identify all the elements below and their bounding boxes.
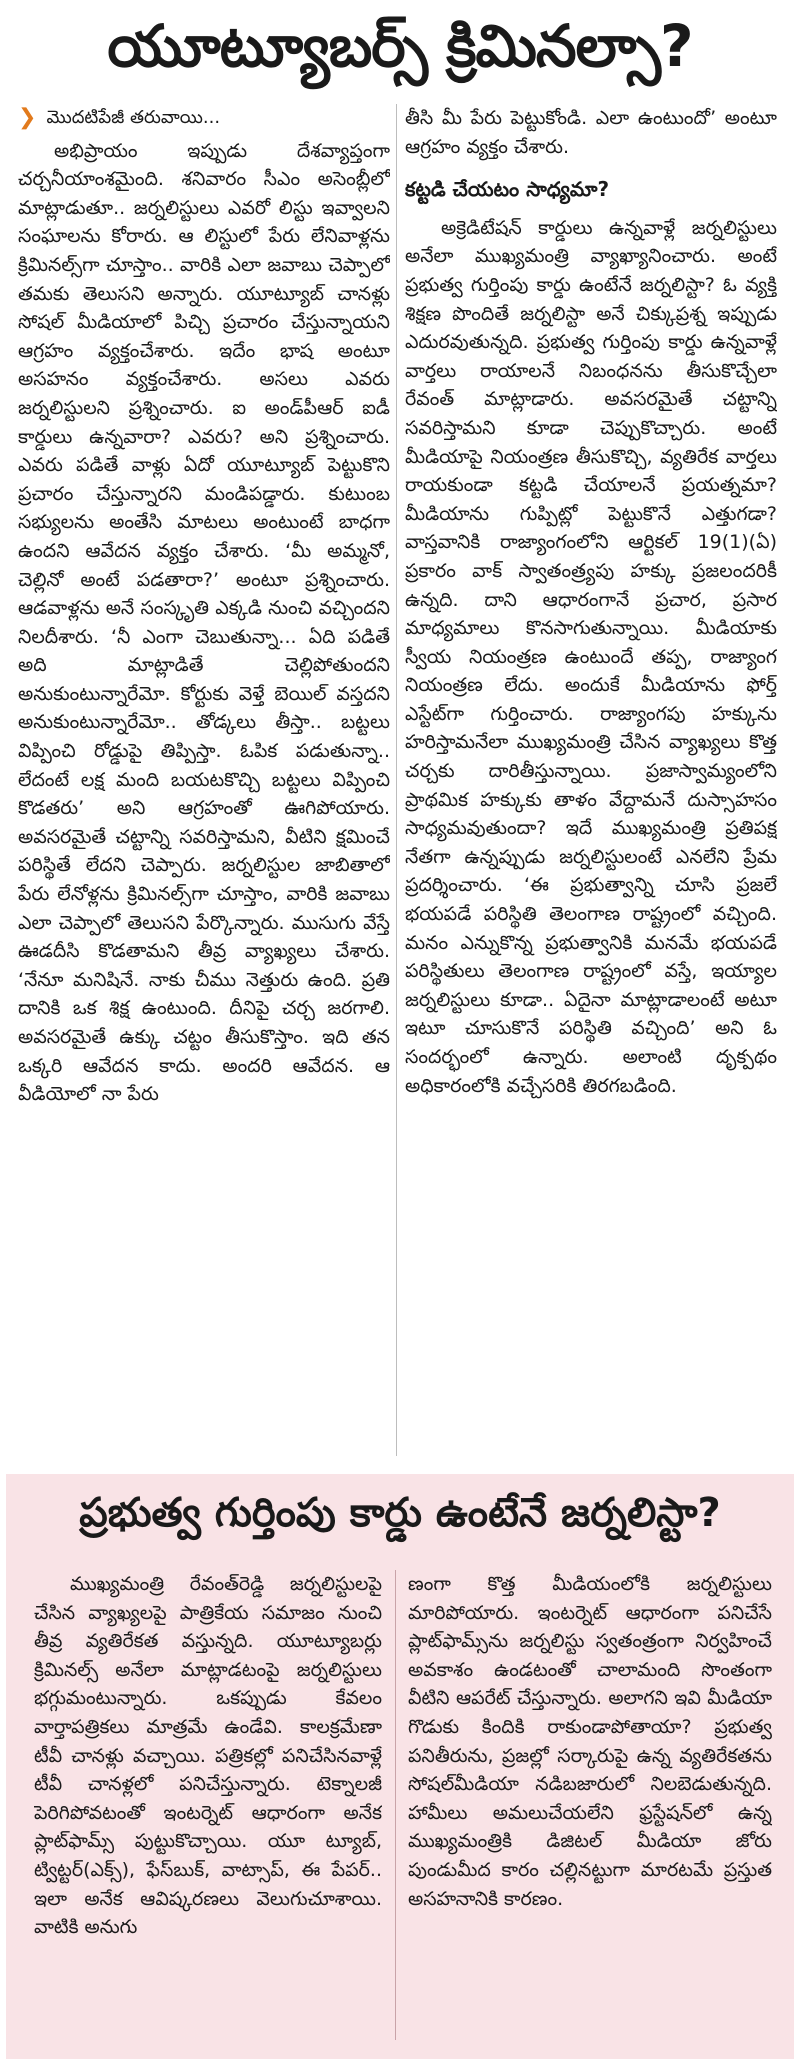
box-column-divider (395, 1570, 396, 2040)
box-paragraph-continued: ణంగా కొత్త మీడియంలోకి జర్నలిస్టులు మారిపోయారు. ఇంటర్నెట్ ఆధారంగా పనిచేసే ప్లాట్‌ఫామ్స్‌ను జర్నలిస్టు స్వతంత్రంగా నిర్వహించే అవకాశం ఉండటంతో చాలామంది సొంతంగా వీటిని ఆపరేట్ చేస్తున్నారు. అలాగని ఇవి మీడియా గొడుకు కిందికి రాకుండాపోతాయా? ప్రభుత్వ పనితీరును, ప్రజల్లో సర్కారుపై ఉన్న వ్యతిరేకతను సోషల్‌మీడియా నడిబజారులో నిలబెడుతున్నది. హామీలు అమలుచేయలేని ఫ్రస్టేషన్‌లో ఉన్న ముఖ్యమంత్రికి డిజిటల్ మీడియా జోరు పుండుమీద కారం చల్లినట్టుగా మారటమే ప్రస్తుత అసహనానికి కారణం. (408, 1573, 772, 1910)
box-paragraph: ముఖ్యమంత్రి రేవంత్‌రెడ్డి జర్నలిస్టులపై చేసిన వ్యాఖ్యలపై పాత్రికేయ సమాజం నుంచి తీవ్ర వ్యతిరేకత వస్తున్నది. యూట్యూబర్లు క్రిమినల్స్ అనేలా మాట్లాడటంపై జర్నలిస్టులు భగ్గుమంటున్నారు. ఒకప్పుడు కేవలం వార్తాపత్రికలు మాత్రమే ఉండేవి. కాలక్రమేణా టీవీ చానళ్లు వచ్చాయి. పత్రికల్లో పనిచేసినవాళ్లే టీవీ చానళ్లలో పనిచేస్తున్నారు. టెక్నాలజీ పెరిగిపోవటంతో ఇంటర్నెట్ ఆధారంగా అనేక ప్లాట్‌ఫామ్స్ పుట్టుకొచ్చాయి. యూ ట్యూబ్, ట్విట్టర్(ఎక్స్), ఫేస్‌బుక్, వాట్సాప్, ఈ పేపర్.. ఇలా అనేక ఆవిష్కరణలు వెలుగుచూశాయి. వాటికి అనుగు (34, 1573, 382, 1939)
box-column-1 (34, 1570, 382, 2059)
column-divider (396, 104, 397, 1456)
main-headline: యూట్యూబర్స్ క్రిమినల్సా? (107, 12, 693, 80)
continued-marker (18, 104, 390, 133)
arrow-right-icon: ❯ (18, 105, 37, 130)
sidebar-box (6, 1474, 794, 2059)
article-paragraph: అభిప్రాయం ఇప్పుడు దేశవ్యాప్తంగా చర్చనీయాంశమైంది. శనివారం సీఎం అసెంబ్లీలో మాట్లాడుతూ.. జర్నలిస్టులు ఎవరో లిస్టు ఇవ్వాలని సంఘాలను కోరారు. ఆ లిస్టులో పేరు లేనివాళ్లను క్రిమినల్స్‌గా చూస్తాం.. వారికి ఎలా జవాబు చెప్పాలో తమకు తెలుసని అన్నారు. యూట్యూబ్ చానళ్లు సోషల్ మీడియాలో పిచ్చి ప్రచారం చేస్తున్నాయని ఆగ్రహం వ్యక్తంచేశారు. ఇదేం భాష అంటూ అసహనం వ్యక్తంచేశారు. అసలు ఎవరు జర్నలిస్టులని ప్రశ్నించారు. ఐ అండ్‌పీఆర్ ఐడీ కార్డులు ఉన్నవారా? ఎవరు? అని ప్రశ్నించారు. ఎవరు పడితే వాళ్లు ఏదో యూట్యూబ్ పెట్టుకొని ప్రచారం చేస్తున్నారని మండిపడ్డారు. కుటుంబ సభ్యులను అంతేసి మాటలు అంటుంటే బాధగా ఉందని ఆవేదన వ్యక్తం చేశారు. ‘మీ అమ్మనో, చెల్లినో అంటే పడతారా?’ అంటూ ప్రశ్నించారు. ఆడవాళ్లను అనే సంస్కృతి ఎక్కడి నుంచి వచ్చిందని నిలదీశారు. ‘నీ ఎంగా చెబుతున్నా... ఏది పడితే అది మాట్లాడితే చెల్లిపోతుందని అనుకుంటున్నారేమో. కోర్టుకు వెళ్తే బెయిల్ వస్తదని అనుకుంటున్నారేమో.. తోడ్కలు తీస్తా.. బట్టలు విప్పించి రోడ్డుపై తిప్పిస్తా. ఓపిక పడుతున్నా.. లేదంటే లక్ష మంది బయటకొచ్చి బట్టలు విప్పించి కొడతరు’ అని ఆగ్రహంతో ఊగిపోయారు. అవసరమైతే చట్టాన్ని సవరిస్తామని, వీటిని క్షమించే పరిస్థితే లేదని చెప్పారు. జర్నలిస్టుల జాబితాలో పేరు లేనోళ్లను క్రిమినల్స్‌గా చూస్తాం, వారికి జవాబు ఎలా చెప్పాలో తెలుసని పేర్కొన్నారు. ముసుగు వేస్తే ఊడదీసి కొడతామని తీవ్ర వ్యాఖ్యలు చేశారు. ‘నేనూ మనిషినే. నాకు చీము నెత్తురు ఉంది. ప్రతి దానికి ఒక శిక్ష ఉంటుంది. దీనిపై చర్చ జరగాలి. అవసరమైతే ఉక్కు చట్టం తీసుకొస్తాం. ఇది తన ఒక్కరి ఆవేదన కాదు. అందరి ఆవేదన. ఆ వీడియోలో నా పేరు (18, 139, 390, 1106)
box-column-2 (408, 1570, 772, 2059)
box-headline: ప్రభుత్వ గుర్తింపు కార్డు ఉంటేనే జర్నలిస్టా? (79, 1490, 721, 1536)
article-paragraph: అక్రెడిటేషన్ కార్డులు ఉన్నవాళ్లే జర్నలిస్టులు అనేలా ముఖ్యమంత్రి వ్యాఖ్యానించారు. అంటే ప్రభుత్వ గుర్తింపు కార్డు ఉంటేనే జర్నలిస్టా? ఓ వ్యక్తి శిక్షణ పొందితే జర్నలిస్టా అనే చిక్కుప్రశ్న ఇప్పుడు ఎదురవుతున్నది. ప్రభుత్వ గుర్తింపు కార్డు ఉన్నవాళ్లే వార్తలు రాయాలనే నిబంధనను తీసుకొచ్చేలా రేవంత్ మాట్లాడారు. అవసరమైతే చట్టాన్ని సవరిస్తామని కూడా చెప్పుకొచ్చారు. అంటే మీడియాపై నియంత్రణ తీసుకొచ్చి, వ్యతిరేక వార్తలు రాయకుండా కట్టడి చేయాలనే ప్రయత్నమా? మీడియాను గుప్పిట్లో పెట్టుకొనే ఎత్తుగడా? వాస్తవానికి రాజ్యాంగంలోని ఆర్టికల్ 19(1)(ఏ) ప్రకారం వాక్ స్వాతంత్ర్యపు హక్కు ప్రజలందరికీ ఉన్నది. దాని ఆధారంగానే ప్రచార, ప్రసార మాధ్యమాలు కొనసాగుతున్నాయి. మీడియాకు స్వీయ నియంత్రణ ఉంటుందే తప్ప, రాజ్యాంగ నియంత్రణ లేదు. అందుకే మీడియాను ఫోర్త్ ఎస్టేట్‌గా గుర్తించారు. రాజ్యాంగపు హక్కును హరిస్తామనేలా ముఖ్యమంత్రి చేసిన వ్యాఖ్యలు కొత్త చర్చకు దారితీస్తున్నాయి. ప్రజాస్వామ్యంలోని ప్రాథమిక హక్కుకు తాళం వేద్దామనే దుస్సాహసం సాధ్యమవుతుందా? ఇదే ముఖ్యమంత్రి ప్రతిపక్ష నేతగా ఉన్నప్పుడు జర్నలిస్టులంటే ఎనలేని ప్రేమ ప్రదర్శించారు. ‘ఈ ప్రభుత్వాన్ని చూసి ప్రజలే భయపడే పరిస్థితి తెలంగాణ రాష్ట్రంలో వచ్చింది. మనం ఎన్నుకొన్న ప్రభుత్వానికి మనమే భయపడే పరిస్థితులు తెలంగాణ రాష్ట్రంలో వస్తే, ఇయ్యాల జర్నలిస్టులు కూడా.. ఏదైనా మాట్లాడాలంటే అటూ ఇటూ చూసుకొనే పరిస్థితి వచ్చింది’ అని ఓ సందర్భంలో ఉన్నారు. అలాంటి దృక్పథం అధికారంలోకి వచ్చేసరికి తిరగబడింది. (405, 216, 777, 1097)
article-column-2 (405, 104, 777, 1456)
article-column-1 (18, 104, 390, 1456)
section-subheading: కట్టడి చేయటం సాధ్యమా? (405, 177, 610, 202)
article-paragraph-continued: తీసి మీ పేరు పెట్టుకోండి. ఎలా ఉంటుందో’ అంటూ ఆగ్రహం వ్యక్తం చేశారు. (405, 107, 777, 158)
continued-label: మొదటిపేజీ తరువాయి... (46, 107, 221, 128)
